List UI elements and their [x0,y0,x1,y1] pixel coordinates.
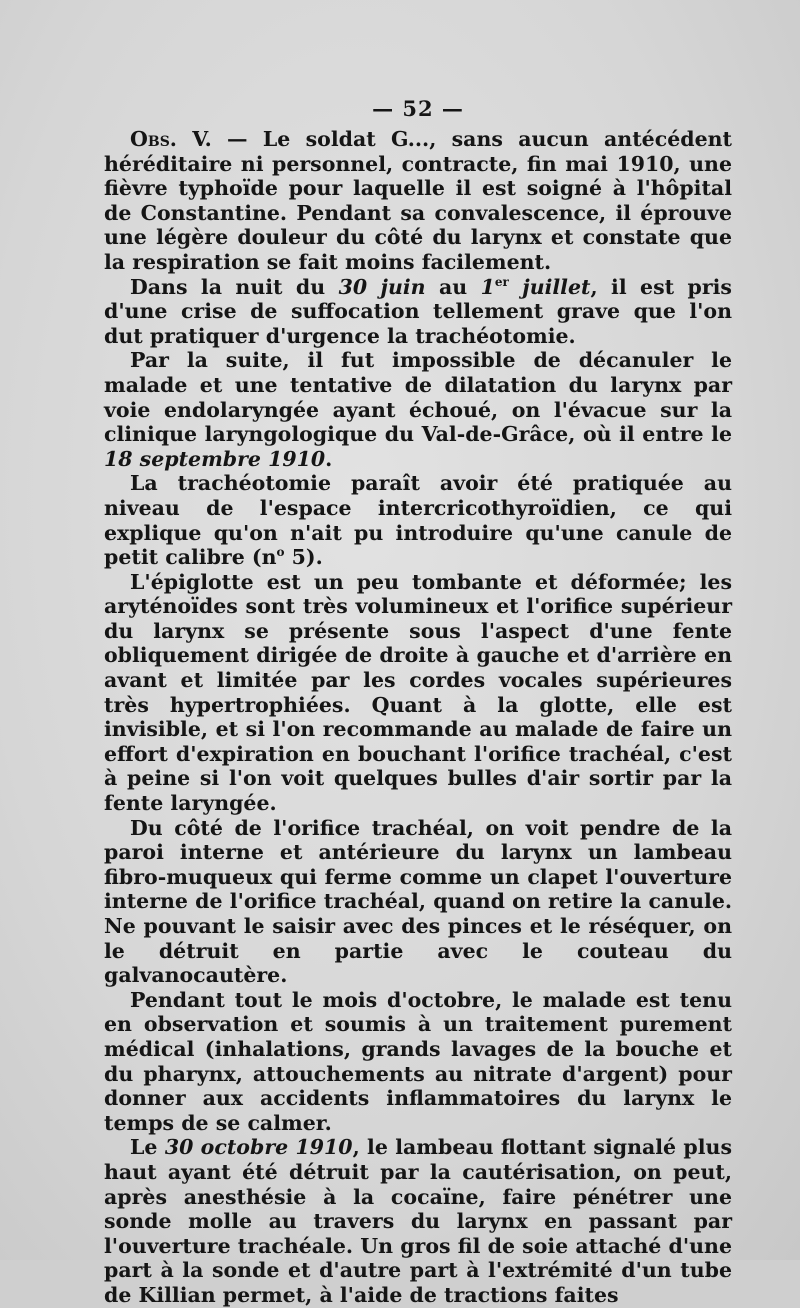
paragraph-segment: Obs. V. [130,127,212,151]
paragraph [104,1135,732,1307]
paragraph-segment: 30 juin [338,274,426,299]
paragraph [104,127,732,275]
paragraph-segment: Par la suite, il fut impossible de décanuler le malade et une tentative de dilatation du larynx par voie endolaryngée ayant échoué, on l'évacue sur la clinique laryngologique du Val-de-Grâce, où il entre le [104,348,732,447]
paragraph-segment: Du côté de l'orifice trachéal, on voit pendre de la paroi interne et antérieure du larynx un lambeau fibro-muqueux qui ferme comme un clapet l'ouverture interne de l'orifice trachéal, quand on retire la canule. Ne pouvant le saisir avec des pinces et le réséquer, on le détruit en partie avec le couteau du galvanocautère. [104,815,732,988]
paragraph [104,988,732,1136]
paragraph-segment: 5). [284,545,323,570]
paragraph [104,816,732,988]
paragraph-segment: , le lambeau flottant signalé plus haut ayant été détruit par la cautérisation, on peut, après anesthésie à la cocaïne, faire pénétrer une sonde molle au travers du larynx en passant par l'ouverture trachéale. Un gros fil de soie attaché d'une part à la sonde et d'autre part à l'extrémité d'un tube de Killian permet, à l'aide de tractions faites [104,1135,732,1307]
paragraph-segment: Dans la nuit du [130,274,339,299]
paragraph [104,570,732,816]
paragraph-segment: 30 octobre 1910 [164,1135,353,1160]
paragraph-segment: juillet [508,274,591,299]
paragraph-segment: 1 [480,274,495,299]
paragraph [104,275,732,349]
paragraph-segment: . [325,446,333,471]
paragraph [104,471,732,569]
paragraph-segment: Le [130,1135,165,1160]
paragraph-segment: 18 septembre 1910 [104,446,326,471]
page-number: — 52 — [372,96,464,121]
paragraph [104,348,732,471]
body-text [104,127,732,1308]
paragraph-segment: , il est pris d'une crise de suffocation tellement grave que l'on dut pratiquer d'urgence la trachéotomie. [104,274,732,348]
paragraph-segment: La trachéotomie paraît avoir été pratiquée au niveau de l'espace intercricothyroïdien, ce qui explique qu'on n'ait pu introduire qu'une canule de petit calibre (n [104,471,732,570]
paragraph-segment: au [425,274,481,299]
paragraph-segment: er [494,274,509,289]
paragraph-segment: — Le soldat G..., sans aucun antécédent héréditaire ni personnel, contracte, fin mai 1910, une fièvre typhoïde pour laquelle il est soigné à l'hôpital de Constantine. Pendant sa convalescence, il éprouve une légère douleur du côté du larynx et constate que la respiration se fait moins facilement. [104,127,732,274]
paragraph-segment: Pendant tout le mois d'octobre, le malade est tenu en observation et soumis à un traitement purement médical (inhalations, grands lavages de la bouche et du pharynx, attouchements au nitrate d'argent) pour donner aux accidents inflammatoires du larynx le temps de se calmer. [104,987,732,1135]
paragraph-segment: L'épiglotte est un peu tombante et déformée; les aryténoïdes sont très volumineux et l'orifice supérieur du larynx se présente sous l'aspect d'une fente obliquement dirigée de droite à gauche et d'arrière en avant et limitée par les cordes vocales supérieures très hypertrophiées. Quant à la glotte, elle est invisible, et si l'on recommande au malade de faire un effort d'expiration en bouchant l'orifice trachéal, c'est à peine si l'on voit quelques bulles d'air sortir par la fente laryngée. [104,569,732,816]
paragraph-segment: o [276,545,285,560]
